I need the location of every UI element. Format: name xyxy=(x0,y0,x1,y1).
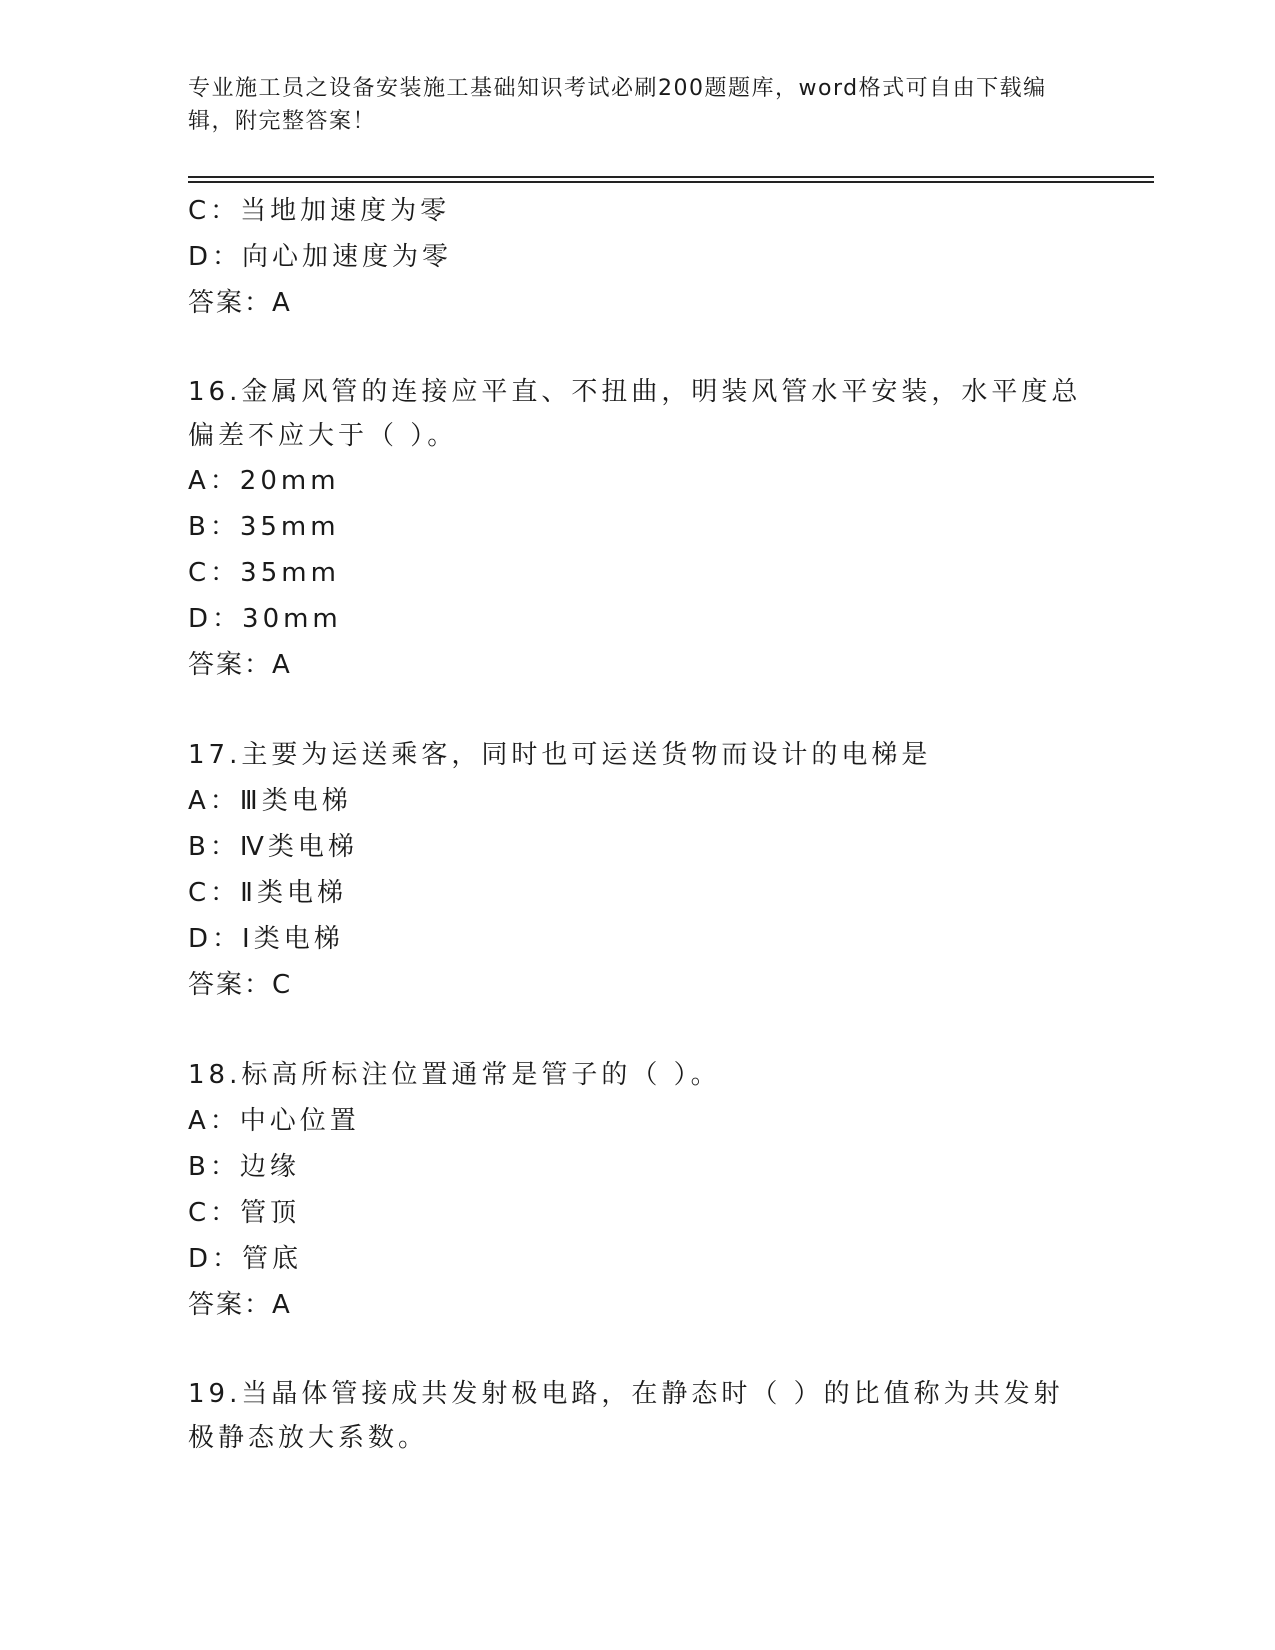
answer-value: C xyxy=(272,970,293,1000)
answer-line xyxy=(188,642,1088,688)
option-d: D：向心加速度为零 xyxy=(188,242,453,272)
answer-value: A xyxy=(272,288,292,318)
option-d: D：Ⅰ类电梯 xyxy=(188,924,344,954)
answer-value: A xyxy=(272,1290,292,1320)
option-a: A：中心位置 xyxy=(188,1106,360,1136)
option-d: D：30mm xyxy=(188,604,342,634)
option-d: D：管底 xyxy=(188,1244,303,1274)
option-b: B：Ⅳ类电梯 xyxy=(188,832,358,862)
option-c: C：35mm xyxy=(188,558,340,588)
header-rule-top xyxy=(188,176,1154,178)
answer-label: 答案： xyxy=(188,1290,273,1320)
option-a: A：Ⅲ类电梯 xyxy=(188,786,352,816)
question-list xyxy=(188,188,1088,1460)
option-a: A：20mm xyxy=(188,466,340,496)
spacer xyxy=(188,1328,1088,1372)
answer-line xyxy=(188,1282,1088,1328)
spacer xyxy=(188,326,1088,370)
option-c: C：Ⅱ类电梯 xyxy=(188,878,347,908)
question-17 xyxy=(188,732,1088,1008)
question-stem: 17.主要为运送乘客，同时也可运送货物而设计的电梯是 xyxy=(188,740,932,770)
answer-label: 答案： xyxy=(188,650,273,680)
spacer xyxy=(188,688,1088,732)
document-header: 专业施工员之设备安装施工基础知识考试必刷200题题库，word格式可自由下载编辑，附完整答案！ xyxy=(188,76,1047,134)
question-stem: 16.金属风管的连接应平直、不扭曲，明装风管水平安装，水平度总偏差不应大于（ ）。 xyxy=(188,377,1082,451)
header-rule-bottom xyxy=(188,181,1154,183)
answer-line xyxy=(188,280,1088,326)
answer-label: 答案： xyxy=(188,970,273,1000)
spacer xyxy=(188,1008,1088,1052)
option-c: C：当地加速度为零 xyxy=(188,196,451,226)
answer-label: 答案： xyxy=(188,288,273,318)
question-16 xyxy=(188,370,1088,688)
answer-value: A xyxy=(272,650,292,680)
question-stem: 19.当晶体管接成共发射极电路，在静态时（ ）的比值称为共发射极静态放大系数。 xyxy=(188,1379,1064,1453)
question-19 xyxy=(188,1372,1088,1460)
answer-line xyxy=(188,962,1088,1008)
question-stem: 18.标高所标注位置通常是管子的（ ）。 xyxy=(188,1060,721,1090)
option-c: C：管顶 xyxy=(188,1198,301,1228)
option-b: B：35mm xyxy=(188,512,340,542)
option-b: B：边缘 xyxy=(188,1152,300,1182)
question-18 xyxy=(188,1052,1088,1328)
